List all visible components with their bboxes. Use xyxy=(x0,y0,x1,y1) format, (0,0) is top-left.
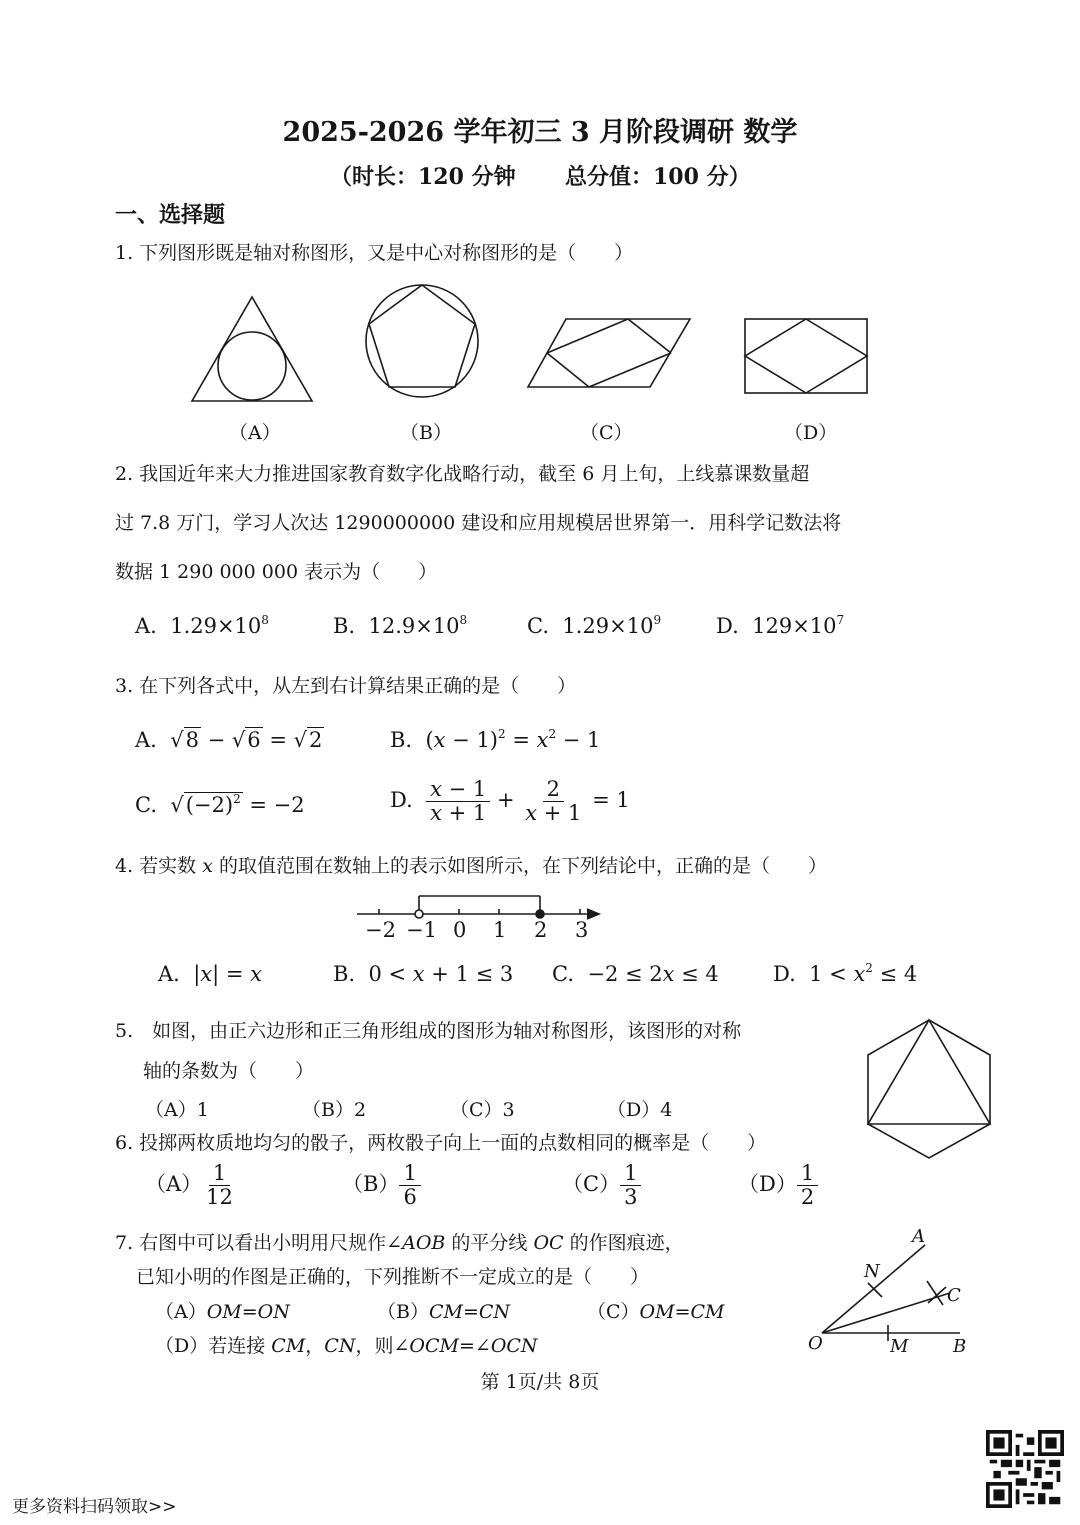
q6-option-d: （D） $\frac{1}{2}$ xyxy=(738,1162,818,1209)
q1-figure-c xyxy=(526,317,692,389)
q4-tick-label: 1 xyxy=(493,918,507,942)
qr-code-icon[interactable] xyxy=(986,1430,1064,1508)
q2-line-3: 数据 1 290 000 000 表示为（ ） xyxy=(115,561,438,583)
q1-caption-a: （A） xyxy=(229,422,281,444)
q7-label-b: B xyxy=(953,1336,967,1357)
q5-line-1: 5. 如图，由正六边形和正三角形组成的图形为轴对称图形，该图形的对称 xyxy=(115,1020,742,1042)
q7-option-b: （B）CM=CN xyxy=(377,1301,511,1323)
q7-label-o: O xyxy=(808,1333,823,1354)
exam-duration: （时长：120 分钟 xyxy=(330,164,516,190)
q4-option-d: D. $1 < x^2 \le 4$ xyxy=(773,961,918,986)
q4-tick-label: 3 xyxy=(575,918,589,942)
q2-line-2: 过 7.8 万门，学习人次达 1290000000 建设和应用规模居世界第一．用科学记数法将 xyxy=(115,512,842,534)
promo-text[interactable]: 更多资料扫码领取>> xyxy=(12,1497,177,1517)
q7-label-n: N xyxy=(864,1261,880,1282)
q7-label-c: C xyxy=(947,1285,961,1306)
q1-caption-c: （C） xyxy=(580,422,633,444)
q7-option-c: （C）OM=CM xyxy=(587,1301,725,1323)
q5-hexagon-triangle-figure xyxy=(866,1018,992,1160)
q7-option-d: （D）若连接 CM，CN，则∠OCM=∠OCN xyxy=(155,1335,538,1357)
q7-label-a: A xyxy=(912,1226,925,1247)
q1-figure-d xyxy=(743,317,869,395)
q7-line-1: 7. 右图中可以看出小明用尺规作∠AOB 的平分线 OC 的作图痕迹， xyxy=(115,1232,684,1254)
q1-caption-d: （D） xyxy=(784,422,838,444)
q4-tick-label: 2 xyxy=(534,918,548,942)
q1-figure-b xyxy=(364,283,482,401)
q6-option-b: （B） $\frac{1}{6}$ xyxy=(342,1162,421,1209)
q5-option-c: （C）3 xyxy=(450,1099,515,1121)
q2-option-c: C. $1.29\times 10^9$ xyxy=(527,613,662,638)
q3-option-a: A. √8 − √6 = √2 xyxy=(135,728,323,752)
q6-option-a: （A） $\frac{1}{12}$ xyxy=(145,1161,233,1210)
q7-option-a: （A）OM=ON xyxy=(155,1301,290,1323)
exam-total-score: 总分值：100 分） xyxy=(565,164,751,190)
q2-option-d: D. $129\times 10^7$ xyxy=(716,613,845,638)
q3-option-c: C. $√(-2)^2 = -2$ xyxy=(135,792,305,817)
q1-figure-a xyxy=(190,295,315,405)
q6-stem: 6. 投掷两枚质地均匀的骰子，两枚骰子向上一面的点数相同的概率是（ ） xyxy=(115,1132,767,1154)
q2-option-a: A. $1.29\times 10^8$ xyxy=(135,613,269,638)
q5-option-b: （B）2 xyxy=(302,1099,367,1121)
q4-stem: 4. 若实数 x 的取值范围在数轴上的表示如图所示，在下列结论中，正确的是（ ） xyxy=(115,855,827,877)
section-heading: 一、选择题 xyxy=(115,203,226,228)
page-number: 第 1页/共 8页 xyxy=(480,1371,600,1393)
page-title: 2025-2026 学年初三 3 月阶段调研 数学 xyxy=(282,117,798,148)
q7-label-m: M xyxy=(890,1336,909,1357)
q6-option-c: （C） $\frac{1}{3}$ xyxy=(562,1162,641,1209)
q2-line-1: 2. 我国近年来大力推进国家教育数字化战略行动，截至 6 月上旬，上线慕课数量超 xyxy=(115,463,810,485)
q4-option-c: C. −2 ≤ 2x ≤ 4 xyxy=(552,962,719,986)
q2-option-b: B. $12.9\times 10^8$ xyxy=(333,613,468,638)
q5-option-a: （A）1 xyxy=(145,1099,209,1121)
q3-option-d: D. $\frac{x - 1}{x + 1}$ + $\frac{2}{x + 1}$ = 1 xyxy=(390,777,630,826)
q3-stem: 3. 在下列各式中，从左到右计算结果正确的是（ ） xyxy=(115,675,577,697)
q4-tick-label: 0 xyxy=(453,918,467,942)
q5-line-2: 轴的条数为（ ） xyxy=(143,1060,315,1082)
q1-stem: 1. 下列图形既是轴对称图形，又是中心对称图形的是（ ） xyxy=(115,242,634,264)
q4-tick-label: −1 xyxy=(406,918,437,942)
q5-option-d: （D）4 xyxy=(607,1099,673,1121)
q4-option-a: A. |x| = x xyxy=(158,962,262,986)
q4-tick-label: −2 xyxy=(365,918,396,942)
q3-option-b: B. $(x - 1)^2 = x^2 - 1$ xyxy=(390,727,601,752)
q4-option-b: B. 0 < x + 1 ≤ 3 xyxy=(333,962,514,986)
q7-line-2: 已知小明的作图是正确的，下列推断不一定成立的是（ ） xyxy=(136,1266,650,1288)
q1-caption-b: （B） xyxy=(400,422,452,444)
